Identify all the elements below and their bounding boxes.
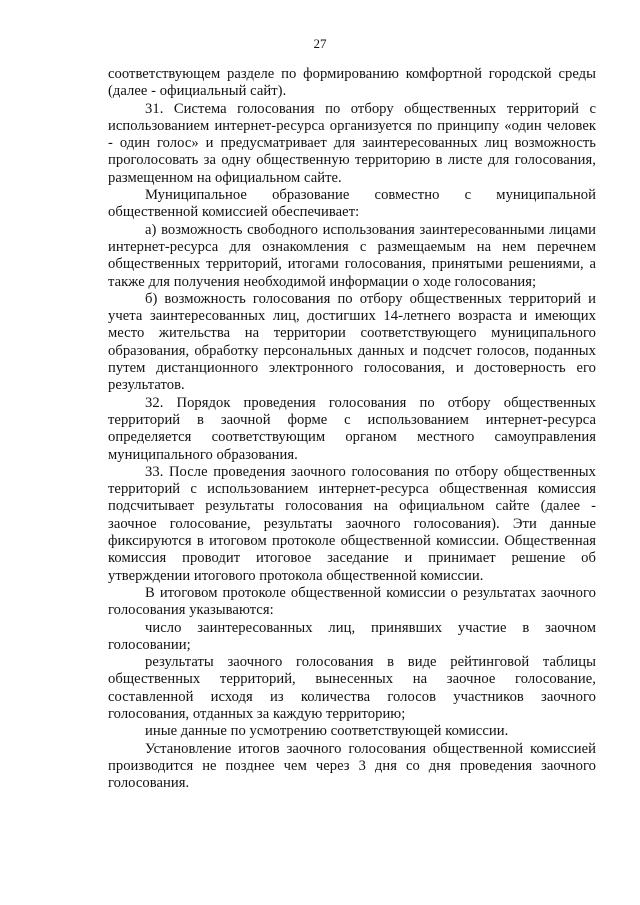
document-body [108, 66, 596, 792]
paragraph-clause-31: 31. Система голосования по отбору общественных территорий с использованием интернет-ресурса организуется по принципу «один человек - один голос» и предусматривает для заинтересованных лиц возможность проголосовать за одну общественную территорию в листе для голосования, размещенном на официальном сайте. [108, 100, 596, 186]
paragraph-item-b: б) возможность голосования по отбору общественных территорий и учета заинтересованных лиц, достигших 14-летнего возраста и имеющих место жительства на территории соответствующего муниципального образования, обработку персональных данных и подсчет голосов, поданных путем дистанционного электронного голосования, и достоверность его результатов. [108, 290, 596, 394]
paragraph-municipal-duties: Муниципальное образование совместно с муниципальной общественной комиссией обеспечивает: [108, 187, 596, 221]
paragraph-protocol-item-count: число заинтересованных лиц, принявших участие в заочном голосовании; [108, 619, 596, 653]
paragraph-item-a: а) возможность свободного использования заинтересованными лицами интернет-ресурса для ознакомления с размещаемым на нем перечнем общественных территорий, итогами голосования, принятыми решениями, а также для получения необходимой информации о ходе голосования; [108, 221, 596, 290]
paragraph-clause-32: 32. Порядок проведения голосования по отбору общественных территорий в заочной форме с использованием интернет-ресурса определяется соответствующим органом местного самоуправления муниципального образования. [108, 394, 596, 463]
paragraph-protocol-item-other: иные данные по усмотрению соответствующей комиссии. [145, 723, 509, 740]
paragraph-final-results: Установление итогов заочного голосования общественной комиссией производится не позднее чем через 3 дня со дня проведения заочного голосования. [108, 740, 596, 792]
page-number: 27 [313, 36, 327, 51]
paragraph-protocol-intro: В итоговом протоколе общественной комиссии о результатах заочного голосования указываются: [108, 584, 596, 619]
paragraph-clause-33: 33. После проведения заочного голосования по отбору общественных территорий с использованием интернет-ресурса общественная комиссия подсчитывает результаты голосования на официальном сайте (далее - заочное голосование, результаты заочного голосования). Эти данные фиксируются в итоговом протоколе общественной комиссии. Общественная комиссия проводит итоговое заседание и принимает решение об утверждении итогового протокола общественной комиссии. [108, 463, 596, 584]
paragraph-continuation: соответствующем разделе по формированию комфортной городской среды (далее - официальный сайт). [108, 66, 596, 100]
paragraph-protocol-item-results: результаты заочного голосования в виде рейтинговой таблицы общественных территорий, вынесенных на заочное голосование, составленной исходя из количества голосов участников заочного голосования, отданных за каждую территорию; [108, 654, 596, 722]
